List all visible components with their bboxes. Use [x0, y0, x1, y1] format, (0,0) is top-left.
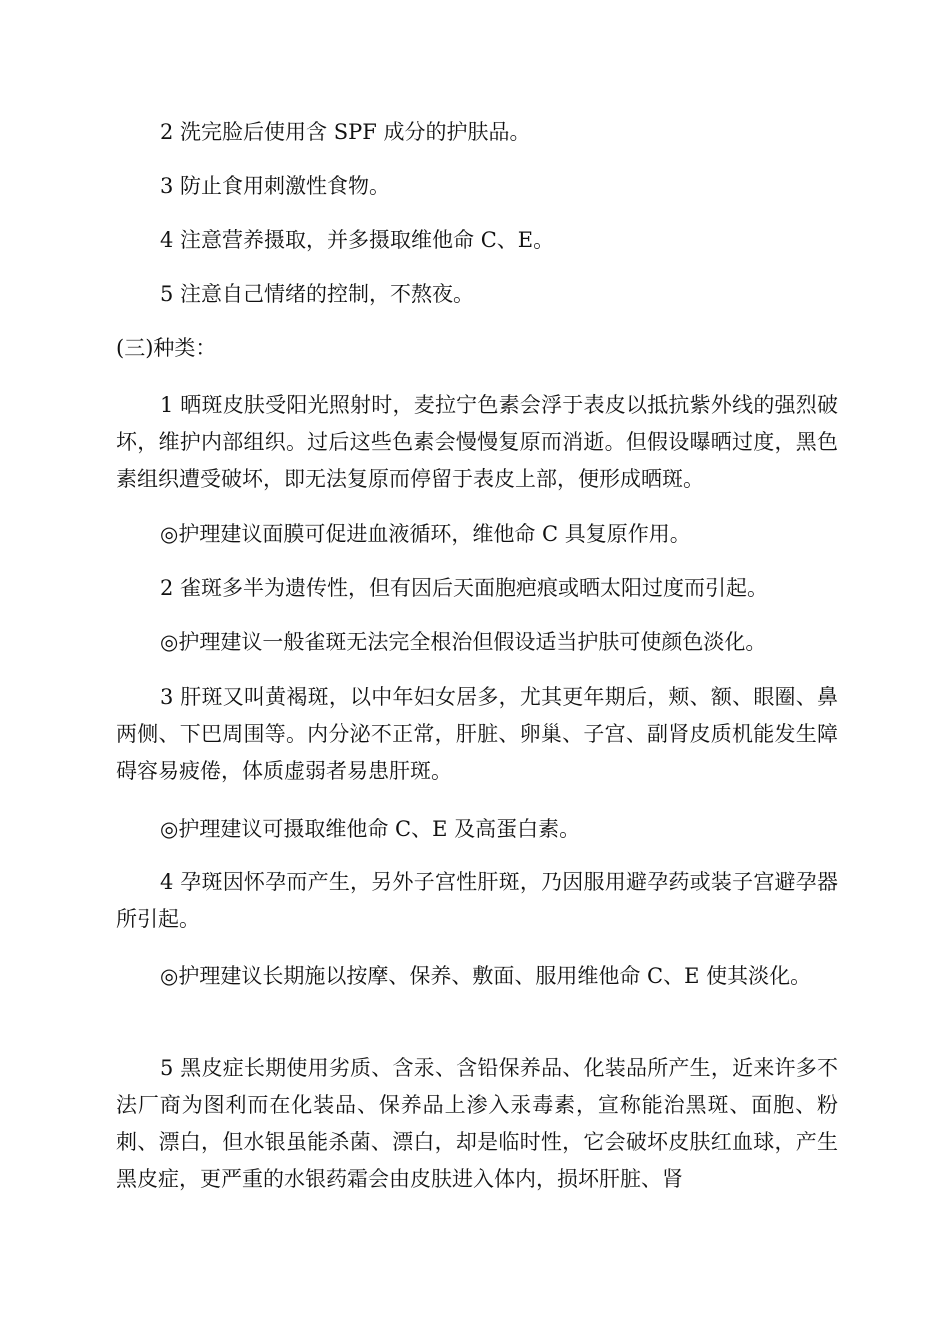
paragraph-type-melasma: 3 肝斑又叫黄褐斑，以中年妇女居多，尤其更年期后，颊、额、眼圈、鼻两侧、下巴周围等。内分泌不正常，肝脏、卵巢、子宫、副肾皮质机能发生障碍容易疲倦，体质虚弱者易患肝斑。: [116, 685, 838, 783]
paragraph-care-sunspot: ◎护理建议面膜可促进血液循环，维他命 C 具复原作用。: [160, 522, 691, 546]
paragraph-tip-4: 4 注意营养摄取，并多摄取维他命 C、E。: [160, 228, 555, 252]
paragraph-type-sunspot: 1 晒斑皮肤受阳光照射时，麦拉宁色素会浮于表皮以抵抗紫外线的强烈破坏，维护内部组织。过后这些色素会慢慢复原而消逝。但假设曝晒过度，黑色素组织遭受破坏，即无法复原而停留于表皮上部，便形成晒斑。: [116, 393, 838, 491]
paragraph-care-pregnancy: ◎护理建议长期施以按摩、保养、敷面、服用维他命 C、E 使其淡化。: [160, 964, 812, 988]
paragraph-type-pregnancy: 4 孕斑因怀孕而产生，另外子宫性肝斑，乃因服用避孕药或装子宫避孕器所引起。: [116, 870, 838, 931]
paragraph-type-freckle: 2 雀斑多半为遗传性，但有因后天面胞疤痕或晒太阳过度而引起。: [160, 576, 769, 600]
paragraph-type-melanosis: 5 黑皮症长期使用劣质、含汞、含铅保养品、化装品所产生，近来许多不法厂商为图利而在化装品、保养品上渗入汞毒素，宣称能治黑斑、面胞、粉刺、漂白，但水银虽能杀菌、漂白，却是临时性，它会破坏皮肤红血球，产生黑皮症，更严重的水银药霜会由皮肤进入体内，损坏肝脏、肾: [116, 1056, 838, 1191]
paragraph-tip-3: 3 防止食用刺激性食物。: [160, 174, 391, 198]
paragraph-tip-2: 2 洗完脸后使用含 SPF 成分的护肤品。: [160, 120, 531, 144]
section-heading-types: (三)种类：: [116, 336, 217, 360]
paragraph-tip-5: 5 注意自己情绪的控制，不熬夜。: [160, 282, 475, 306]
paragraph-care-melasma: ◎护理建议可摄取维他命 C、E 及高蛋白素。: [160, 817, 581, 841]
paragraph-care-freckle: ◎护理建议一般雀斑无法完全根治但假设适当护肤可使颜色淡化。: [160, 630, 767, 654]
